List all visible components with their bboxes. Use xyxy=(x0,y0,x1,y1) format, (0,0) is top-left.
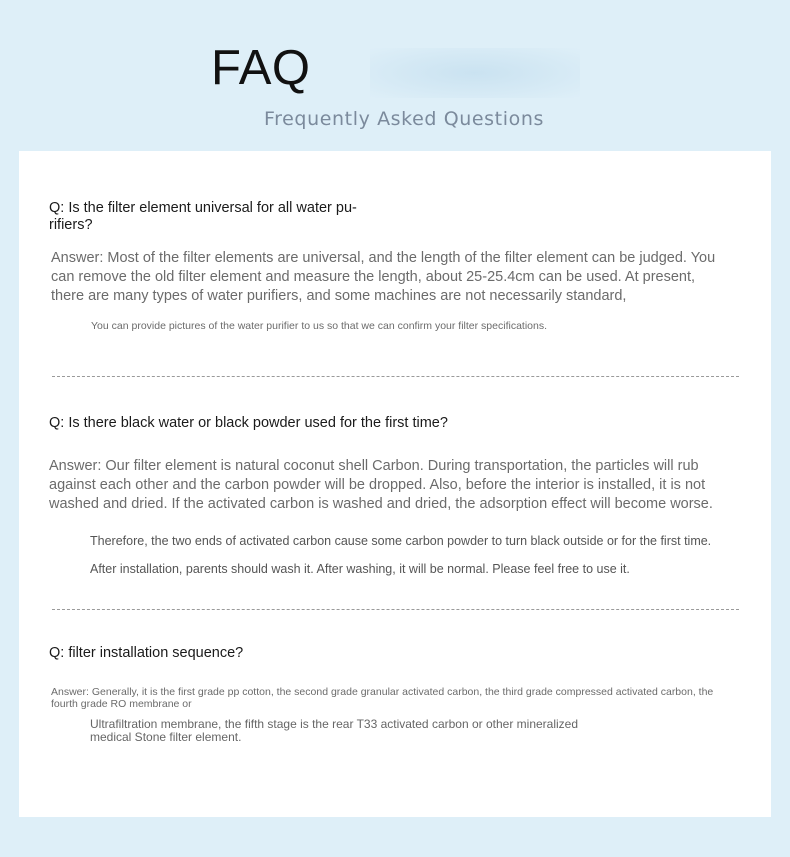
faq-question-1: Q: Is the filter element universal for all water pu- rifiers? xyxy=(49,200,357,233)
divider xyxy=(52,376,739,377)
header-decoration xyxy=(370,48,580,98)
divider xyxy=(52,609,739,610)
faq-question-3: Q: filter installation sequence? xyxy=(49,645,244,661)
faq-note-1: You can provide pictures of the water purifier to us so that we can confirm your filter specifications. xyxy=(91,320,548,332)
faq-question-2: Q: Is there black water or black powder used for the first time? xyxy=(49,415,448,431)
faq-answer-3: Answer: Generally, it is the first grade pp cotton, the second grade granular activated carbon, the third grade compressed activated carbon, the fourth grade RO membrane or xyxy=(51,686,714,710)
faq-answer-1: Answer: Most of the filter elements are universal, and the length of the filter element can be judged. You can remove the old filter element and measure the length, about 25-25.4cm can be used. At present, there are many types of water purifiers, and some machines are not necessarily standard, xyxy=(51,250,716,304)
faq-note-3: Ultrafiltration membrane, the fifth stage is the rear T33 activated carbon or other mineralized medical Stone filter element. xyxy=(90,717,579,744)
faq-note-2: Therefore, the two ends of activated carbon cause some carbon powder to turn black outside or for the first time. After installation, parents should wash it. After washing, it will be normal. Please feel free to use it. xyxy=(90,534,712,576)
page-subtitle: Frequently Asked Questions xyxy=(264,108,544,130)
page-title: FAQ xyxy=(211,41,311,95)
faq-answer-2: Answer: Our filter element is natural coconut shell Carbon. During transportation, the particles will rub against each other and the carbon powder will be dropped. Also, before the interior is installed, it is not washed and dried. If the activated carbon is washed and dried, the adsorption effect will become worse. xyxy=(49,458,713,512)
faq-panel xyxy=(19,151,771,817)
